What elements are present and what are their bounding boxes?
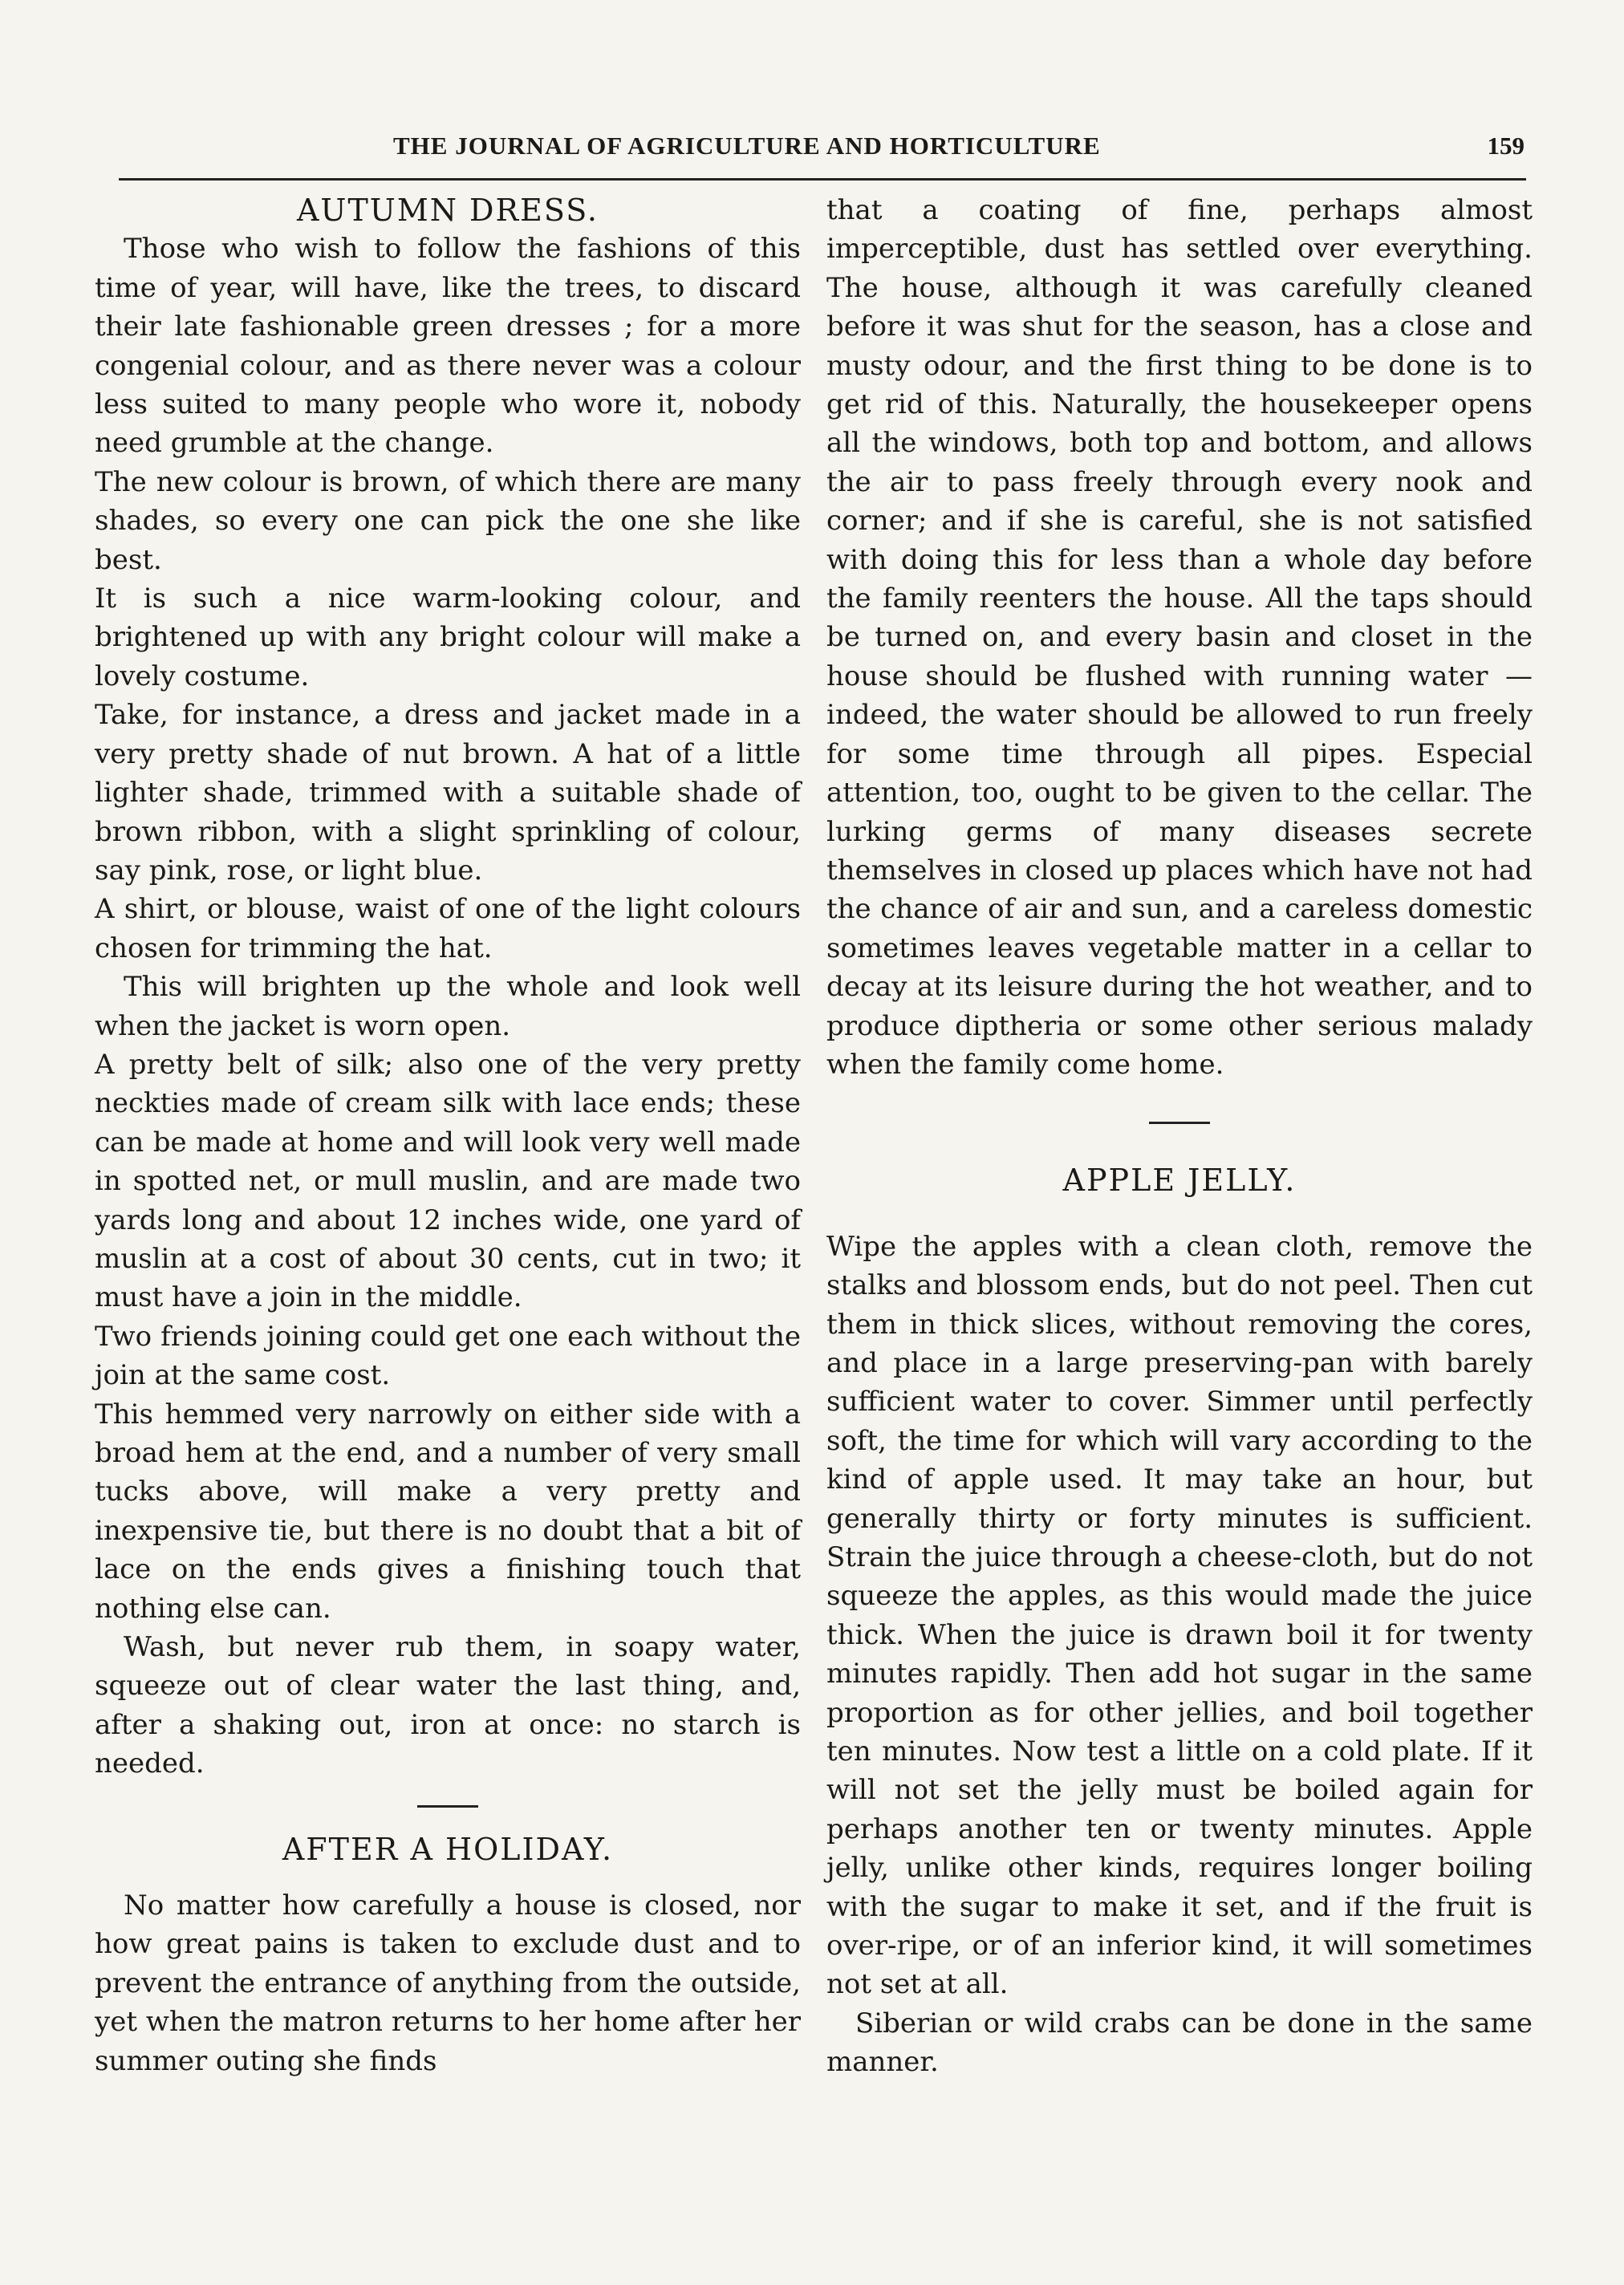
paragraph: This hemmed very narrowly on either side with a broad hem at the end, and a number of very small tucks above, will make a very pretty and inexpensive tie, but there is no doubt that a bit of lace on the ends gives a finishing touch that nothing else can. [95,1398,801,1625]
paragraph: Siberian or wild crabs can be done in the same manner. [826,2007,1533,2079]
paragraph: A shirt, or blouse, waist of one of the light colours chosen for trimming the hat. [95,893,801,964]
paragraph: Take, for instance, a dress and jacket made in a very pretty shade of nut brown. A hat of a little lighter shade, trimmed with a suitable shade of brown ribbon, with a slight sprinkling of colour, say pink, rose, or light blue. [95,699,801,887]
running-header [119,132,1525,172]
header-rule [119,178,1526,181]
paragraph: Wash, but never rub them, in soapy water, squeeze out of clear water the last thing, and, after a shaking out, iron at once: no starch is needed. [95,1631,801,1780]
article-heading-autumn-dress: AUTUMN DRESS. [296,193,599,228]
section-separator [95,1784,801,1830]
paragraph: This will brighten up the whole and look well when the jacket is worn open. [95,971,801,1042]
paragraph: Two friends joining could get one each without the join at the same cost. [95,1320,801,1392]
paragraph: Those who wish to follow the fashions of this time of year, will have, like the trees, to discard their late fashionable green dresses ; for a more congenial colour, and as there never was a colour less suited to many people who wore it, nobody need grumble at the change. [95,233,801,460]
paragraph-continued: that a coating of fine, perhaps almost imperceptible, dust has settled over everything. The house, although it was carefully cleaned before it was shut for the season, has a close and musty odour, and the first thing to be done is to get rid of this. Naturally, the housekeeper opens all the windows, both top and bottom, and allows the air to pass freely through every nook and corner; and if she is careful, she is not satisfied with doing this for less than a whole day before the family reenters the house. All the taps should be turned on, and every basin and closet in the house should be flushed with running water —indeed, the water should be allowed to run freely for some time through all pipes. Especial attention, too, ought to be given to the cellar. The lurking germs of many diseases secrete themselves in closed up places which have not had the chance of air and sun, and a careless domestic sometimes leaves vegetable matter in a cellar to decay at its leisure during the hot weather, and to produce diptheria or some other serious malady when the family come home. [826,194,1533,1081]
paragraph: A pretty belt of silk; also one of the very pretty neckties made of cream silk with lace ends; these can be made at home and will look very well made in spotted net, or mull muslin, and are made two yards long and about 12 inches wide, one yard of muslin at a cost of about 30 cents, cut in two; it must have a join in the middle. [95,1048,801,1314]
paragraph: Wipe the apples with a clean cloth, remove the stalks and blossom ends, but do not peel. Then cut them in thick slices, without removing the cores, and place in a large preserving-pan with barely sufficient water to cover. Simmer until perfectly soft, the time for which will vary according to the kind of apple used. It may take an hour, but generally thirty or forty minutes is sufficient. Strain the juice through a cheese-cloth, but do not squeeze the apples, as this would made the juice thick. When the juice is drawn boil it for twenty minutes rapidly. Then add hot sugar in the same proportion as for other jellies, and boil together ten minutes. Now test a little on a cold plate. If it will not set the jelly must be boiled again for perhaps another ten or twenty minutes. Apple jelly, unlike other kinds, requires longer boiling with the sugar to make it set, and if the fruit is over-ripe, or of an inferior kind, it will sometimes not set at all. [826,1230,1533,2001]
article-heading-apple-jelly: APPLE JELLY. [1062,1163,1297,1199]
paragraph: No matter how carefully a house is closed, nor how great pains is taken to exclude dust and to prevent the entrance of anything from the outside, yet when the matron returns to her home after her summer outing she finds [95,1889,801,2077]
journal-title: THE JOURNAL OF AGRICULTURE AND HORTICULTURE [393,132,1101,160]
page-number: 159 [1487,132,1525,160]
section-separator [826,1084,1533,1161]
right-column [826,191,1533,2082]
paragraph: It is such a nice warm-looking colour, and brightened up with any bright colour will make a lovely costume. [95,582,801,692]
article-heading-after-a-holiday: AFTER A HOLIDAY. [282,1831,614,1867]
paragraph: The new colour is brown, of which there are many shades, so every one can pick the one she like best. [95,465,801,576]
left-column [95,191,801,2080]
